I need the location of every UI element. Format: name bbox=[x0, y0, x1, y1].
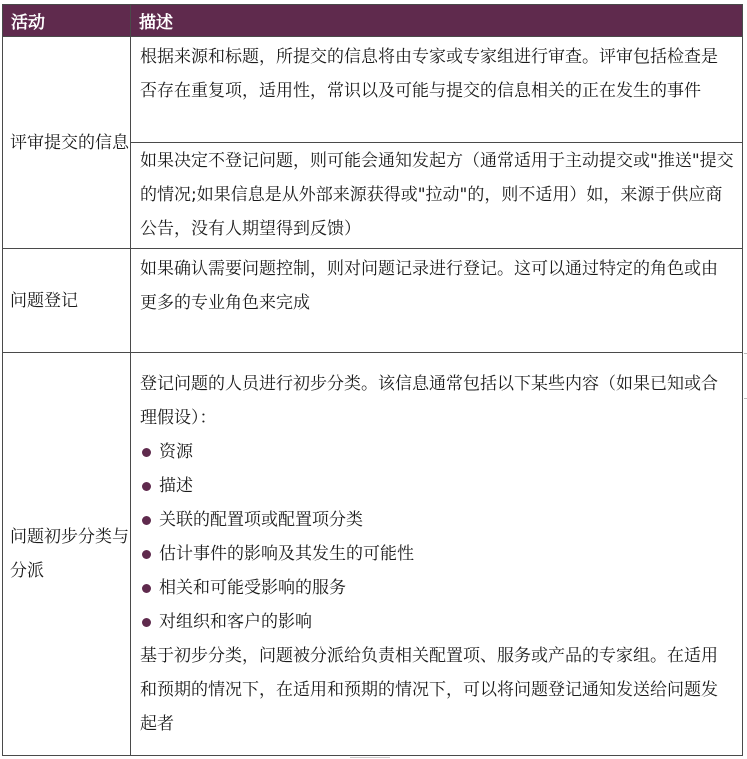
bullet-text: 关联的配置项或配置项分类 bbox=[159, 510, 363, 530]
list-item bbox=[140, 605, 734, 639]
activity-description-table bbox=[2, 4, 743, 756]
table-row bbox=[3, 249, 743, 353]
description-review-2: 如果决定不登记问题，则可能会通知发起方（通常适用于主动提交或"推送"提交的情况;如果信息是从外部来源获得或"拉动"的，则不适用）如，来源于供应商公告，没有人期望得到反馈） bbox=[131, 143, 743, 249]
bullet-icon bbox=[142, 448, 151, 457]
bullet-icon bbox=[142, 618, 151, 627]
description-review-1: 根据来源和标题，所提交的信息将由专家或专家组进行审查。评审包括检查是否存在重复项，适用性，常识以及可能与提交的信息相关的正在发生的事件 bbox=[131, 37, 743, 143]
list-item bbox=[140, 503, 734, 537]
bullet-text: 估计事件的影响及其发生的可能性 bbox=[159, 544, 414, 564]
table-row bbox=[3, 37, 743, 143]
table-row bbox=[3, 353, 743, 756]
bullet-text: 相关和可能受影响的服务 bbox=[159, 578, 346, 598]
activity-triage: 问题初步分类与分派 bbox=[3, 353, 131, 756]
list-item bbox=[140, 571, 734, 605]
header-row bbox=[3, 5, 743, 37]
triage-outro: 基于初步分类，问题被分派给负责相关配置项、服务或产品的专家组。在适用和预期的情况下，在适用和预期的情况下，可以将问题登记通知发送给问题发起者 bbox=[140, 646, 718, 734]
list-item bbox=[140, 469, 734, 503]
header-activity: 活动 bbox=[3, 5, 131, 37]
bullet-text: 资源 bbox=[159, 442, 193, 462]
activity-review: 评审提交的信息 bbox=[3, 37, 131, 249]
activity-register: 问题登记 bbox=[3, 249, 131, 353]
margin-tick bbox=[350, 757, 390, 758]
bullet-icon bbox=[142, 584, 151, 593]
triage-intro: 登记问题的人员进行初步分类。该信息通常包括以下某些内容（如果已知或合理假设）： bbox=[140, 374, 718, 428]
list-item bbox=[140, 537, 734, 571]
list-item bbox=[140, 435, 734, 469]
bullet-text: 描述 bbox=[159, 476, 193, 496]
header-description: 描述 bbox=[131, 5, 743, 37]
bullet-icon bbox=[142, 516, 151, 525]
bullet-icon bbox=[142, 550, 151, 559]
bullet-icon bbox=[142, 482, 151, 491]
bullet-text: 对组织和客户的影响 bbox=[159, 612, 312, 632]
description-triage bbox=[131, 353, 743, 756]
description-register: 如果确认需要问题控制，则对问题记录进行登记。这可以通过特定的角色或由更多的专业角色来完成 bbox=[131, 249, 743, 353]
